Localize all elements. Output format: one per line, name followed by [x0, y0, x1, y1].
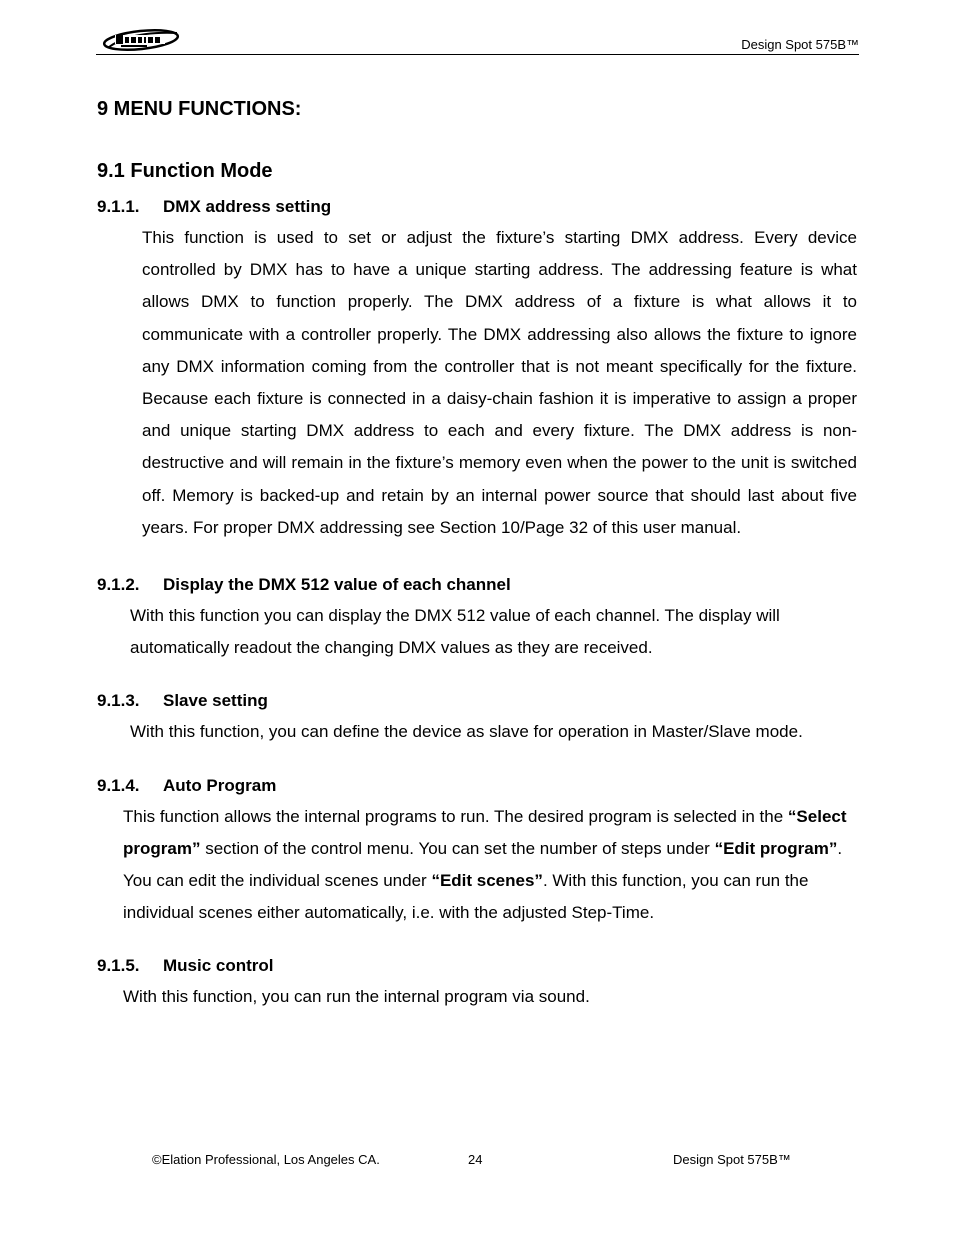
subsection-paragraph: With this function, you can run the internal program via sound.	[123, 987, 590, 1007]
subsection-heading	[97, 686, 859, 716]
footer-copyright: ©Elation Professional, Los Angeles CA.	[152, 1152, 380, 1167]
page-content	[97, 92, 859, 1014]
subsection-slave-setting	[97, 686, 859, 748]
subsection-number: 9.1.5.	[97, 956, 140, 976]
subsection-paragraph: With this function, you can define the device as slave for operation in Master/Slave mode.	[130, 722, 803, 742]
subsection-paragraph	[123, 801, 857, 930]
subsection-auto-program	[97, 771, 859, 930]
footer-product: Design Spot 575B™	[673, 1152, 791, 1167]
subsection-music-control	[97, 951, 859, 1013]
subsection-number: 9.1.1.	[97, 197, 140, 216]
subsection-title: Slave setting	[163, 691, 268, 711]
subsection-number: 9.1.4.	[97, 775, 140, 795]
text-run: This function allows the internal programs to run. The desired program is selected in the	[123, 806, 788, 826]
subsection-title: Display the DMX 512 value of each channel	[163, 575, 511, 595]
subsection-number: 9.1.2.	[97, 575, 140, 595]
elation-professional-logo-icon	[101, 27, 181, 53]
chapter-title: 9 MENU FUNCTIONS:	[97, 98, 302, 120]
subsection-title: Auto Program	[163, 775, 277, 795]
subsection-number: 9.1.3.	[97, 691, 140, 711]
page-header	[96, 26, 859, 55]
menu-reference-select-program: “Select program”	[123, 806, 847, 858]
subsection-title: DMX address setting	[163, 197, 332, 216]
section-title: 9.1 Function Mode	[97, 160, 273, 182]
menu-reference-edit-scenes: “Edit scenes”	[431, 871, 543, 891]
menu-reference-edit-program: “Edit program”	[714, 838, 838, 858]
subsection-heading	[97, 951, 859, 981]
text-run: section of the control menu. You can set the number of steps under	[200, 838, 715, 858]
subsection-title: Music control	[163, 956, 274, 976]
subsection-paragraph: This function is used to set or adjust the fixture’s starting DMX address. Every device controlled by DMX has to have a unique starting address. The addressing feature is what allows DMX to function properly. The DMX address of a fixture is what allows it to communicate with a controller properly. The DMX addressing also allows the fixture to ignore any DMX information coming from the controller that is not meant specifically for the fixture. Because each fixture is connected in a daisy-chain fashion it is imperative to assign a proper and unique starting DMX address to each and every fixture. The DMX address is non-destructive and will remain in the fixture’s memory even when the power to the unit is switched off. Memory is backed-up and retain by an internal power source that should last about five years. For proper DMX addressing see Section 10/Page 32 of this user manual.	[142, 228, 857, 537]
header-product-title: Design Spot 575B™	[741, 37, 859, 52]
subsection-paragraph: With this function you can display the DMX 512 value of each channel. The display will automatically readout the changing DMX values as they are received.	[130, 606, 780, 658]
subsection-display-dmx-value	[97, 570, 859, 664]
text-run: . With this function, you can run the individual scenes either automatically, i.e. with the adjusted Step-Time.	[123, 871, 809, 923]
subsection-dmx-address	[97, 192, 859, 544]
page-number: 24	[468, 1152, 483, 1167]
subsection-heading	[97, 570, 859, 600]
text-run: . You can edit the individual scenes under	[123, 838, 843, 891]
subsection-heading	[97, 771, 859, 801]
subsection-heading	[97, 192, 859, 222]
